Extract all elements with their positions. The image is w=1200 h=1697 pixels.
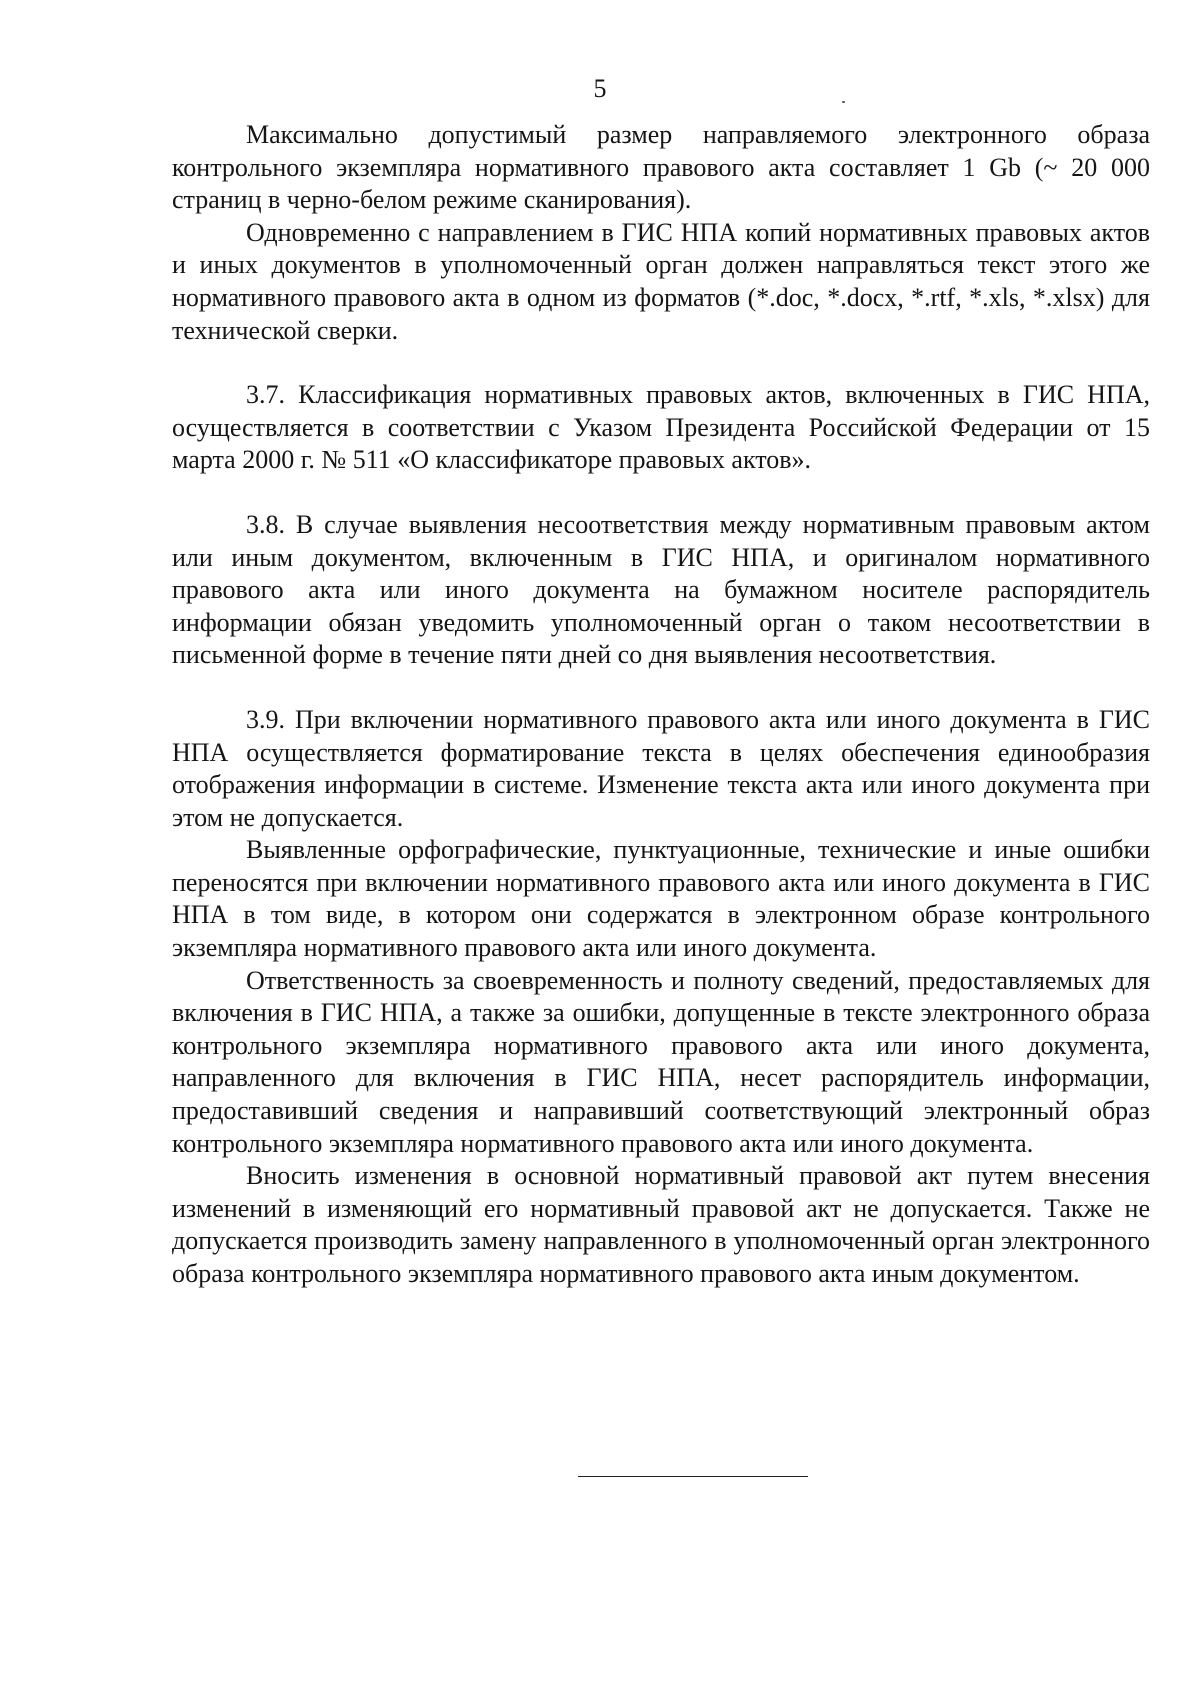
paragraph-text-copy: Одновременно с направлением в ГИС НПА копий нормативных правовых актов и иных документов в уполномоченный орган должен направляться текст этого же нормативного правового акта в одном из форматов (*.doc, *.docx, *.rtf, *.xls, *.xlsx) для технической сверки.: [172, 217, 1150, 345]
paragraph-responsibility: Ответственность за своевременность и полноту сведений, предоставляемых для включения в ГИС НПА, а также за ошибки, допущенные в тексте электронного образа контрольного экземпляра нормативного правового акта или иного документа, направленного для включения в ГИС НПА, несет распорядитель информации, предоставивший сведения и направивший соответствующий электронный образ контрольного экземпляра нормативного правового акта или иного документа.: [172, 965, 1150, 1158]
paragraph-amendments: Вносить изменения в основной нормативный правовой акт путем внесения изменений в изменяющий его нормативный правовой акт не допускается. Также не допускается производить замену направленного в уполномоченный орган электронного образа контрольного экземпляра нормативного правового акта иным документом.: [172, 1161, 1150, 1288]
document-body: [172, 119, 1150, 1291]
paragraph-3-7: 3.7. Классификация нормативных правовых актов, включенных в ГИС НПА, осуществляется в соответствии с Указом Президента Российской Федерации от 15 марта 2000 г. № 511 «О классификаторе правовых актов».: [172, 380, 1150, 475]
page-number: 5: [593, 74, 607, 103]
paragraph-3-9: 3.9. При включении нормативного правового акта или иного документа в ГИС НПА осуществляется форматирование текста в целях обеспечения единообразия отображения информации в системе. Изменение текста акта или иного документа при этом не допускается.: [172, 704, 1150, 832]
paragraph-errors: Выявленные орфографические, пунктуационные, технические и иные ошибки переносятся при включении нормативного правового акта или иного документа в ГИС НПА в том виде, в котором они содержатся в электронном образе контрольного экземпляра нормативного правового акта или иного документа.: [172, 835, 1150, 963]
end-separator-line: [578, 1476, 808, 1477]
paragraph-3-8: 3.8. В случае выявления несоответствия между нормативным правовым актом или иным документом, включенным в ГИС НПА, и оригиналом нормативного правового акта или иного документа на бумажном носителе распорядитель информации обязан уведомить уполномоченный орган о таком несоответствии в письменной форме в течение пяти дней со дня выявления несоответствия.: [172, 509, 1150, 670]
scan-speck: [842, 101, 845, 103]
paragraph-max-size: Максимально допустимый размер направляемого электронного образа контрольного экземпляра нормативного правового акта составляет 1 Gb (~ 20 000 страниц в черно-белом режиме сканирования).: [172, 120, 1150, 215]
